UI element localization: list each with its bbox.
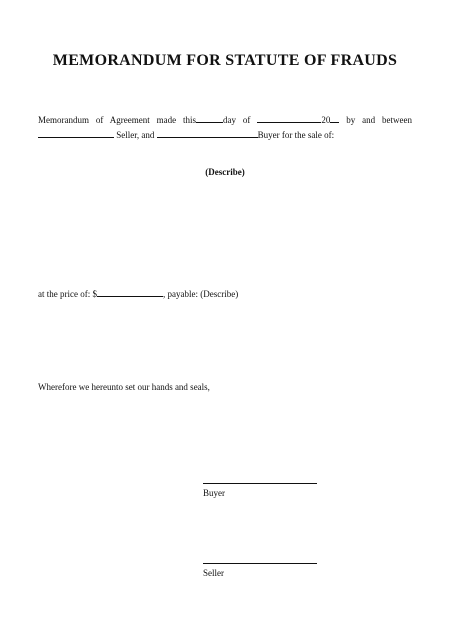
agreement-text: Seller, and — [116, 130, 155, 140]
agreement-text: day of — [223, 115, 251, 125]
buyer-signature-line[interactable] — [203, 483, 317, 484]
agreement-text: Memorandum of Agreement made this — [38, 115, 197, 125]
month-blank[interactable] — [257, 113, 321, 123]
seller-signature-line[interactable] — [203, 563, 317, 564]
price-text: at the price of: $ — [38, 289, 97, 299]
price-blank[interactable] — [97, 287, 163, 297]
agreement-text: by and between — [346, 115, 413, 125]
price-text: , payable: — [162, 289, 198, 299]
agreement-line-2 — [38, 128, 412, 143]
agreement-line-1 — [38, 113, 412, 128]
year-blank[interactable] — [330, 113, 339, 123]
buyer-label: Buyer — [203, 488, 225, 498]
day-blank[interactable] — [196, 113, 223, 123]
closing-text: Wherefore we hereunto set our hands and seals, — [38, 382, 210, 392]
price-line — [38, 287, 412, 302]
payable-describe: (Describe) — [200, 289, 239, 299]
year-prefix: 20 — [321, 115, 331, 125]
buyer-name-blank[interactable] — [157, 128, 258, 138]
document-title: MEMORANDUM FOR STATUTE OF FRAUDS — [52, 52, 398, 69]
describe-heading: (Describe) — [205, 167, 245, 177]
agreement-text: Buyer for the sale of: — [257, 130, 335, 140]
seller-label: Seller — [203, 568, 224, 578]
seller-name-blank[interactable] — [38, 128, 114, 138]
